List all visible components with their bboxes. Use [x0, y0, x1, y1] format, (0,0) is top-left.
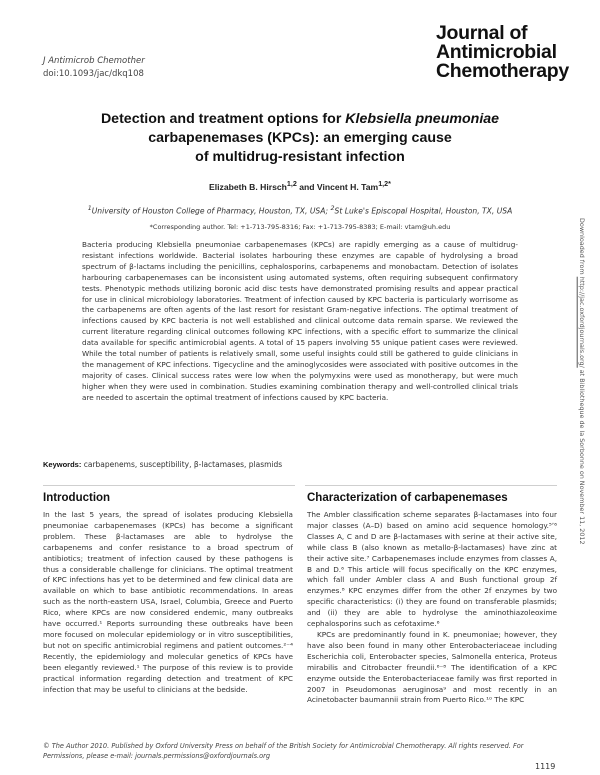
author-2-affil: 1,2* [378, 180, 391, 188]
author-2: Vincent H. Tam [316, 181, 379, 192]
divider-left [43, 485, 295, 486]
affil-2-marker: 2 [330, 205, 335, 212]
affil-2: St Luke's Episcopal Hospital, Houston, TX, USA [334, 206, 513, 216]
characterization-paragraph-1: The Ambler classification scheme separates β-lactamases into four major classes (A–D) based on amino acid sequence homology.⁵ʼ⁶ Classes A, C and D are β-lactamases with serine at their active site, while class B (also known as metallo-β-lactamases) have zinc at their active site.⁷ Carbapenemases include enzymes from classes A, B and D.⁶ This article will focus specifically on the KPC enzymes, which fall under Ambler class A and Bush functional group 2f enzymes.⁸ KPC enzymes differ from the other 2f enzymes by two specific characteristics: (i) they are found on transferable plasmids; and (ii) they are able to hydrolyse the aminothiazoleoxime cephalosporins such as cefotaxime.⁶ [307, 510, 557, 629]
title-part2: carbapenemases (KPCs): an emerging cause [148, 130, 452, 146]
journal-logo [436, 24, 569, 81]
download-suffix: at Bibliotheque de la Sorbonne on November 11, 2012 [578, 367, 586, 545]
keywords-label: Keywords: [43, 460, 82, 469]
divider-right [305, 485, 557, 486]
title-part3: of multidrug-resistant infection [195, 149, 405, 165]
running-header [43, 55, 145, 81]
affiliations [40, 205, 560, 216]
copyright-footnote: © The Author 2010. Published by Oxford University Press on behalf of the British Society for Antimicrobial Chemotherapy. All rights reserved. For Permissions, please e-mail: journals.permissions@oxfordjournals.org [43, 742, 524, 760]
title-italic: Klebsiella pneumoniae [345, 111, 500, 127]
affil-1: University of Houston College of Pharmacy, Houston, TX, USA; [91, 206, 331, 216]
correspondence: *Corresponding author. Tel: +1-713-795-8316; Fax: +1-713-795-8383; E-mail: vtam@uh.edu [149, 223, 451, 231]
doi: doi:10.1093/jac/dkq108 [43, 69, 144, 79]
abstract: Bacteria producing Klebsiella pneumoniae carbapenemases (KPCs) are rapidly emerging as a cause of multidrug-resistant infections worldwide. Bacterial isolates harbouring these enzymes are capable of hydrolysing a broad spectrum of β-lactams including the penicillins, cephalosporins, carbapenems and monobactam. Detection of isolates harbouring carbapenemases can be inconsistent using automated systems, often requiring subsequent confirmatory tests. Phenotypic methods utilizing boronic acid disc tests have demonstrated promising results and appear practical for use in clinical microbiology laboratories. Treatment of infection caused by KPC bacteria is particularly worrisome as the carbapenems are often agents of the last resort for resistant Gram-negative infections. The optimal treatment of infections caused by KPC bacteria is not well established and clinical outcome data remain sparse. We reviewed the current literature regarding clinical outcomes following KPC infections, with a specific effort to summarize the clinical data available for specific antimicrobial agents. A total of 15 papers involving 55 unique patient cases were reviewed. While the total number of patients is relatively small, some useful insights could still be gathered to guide clinicians in the management of KPC infections. Tigecycline and the aminoglycosides were associated with positive outcomes in the majority of cases. Clinical success rates were low when the polymyxins were used as monotherapy, but were much higher when they were used in combination. Studies examining combination therapy and well-controlled clinical trials are needed to ascertain the optimal treatment of infections caused by KPC bacteria. [82, 240, 518, 402]
keywords [43, 460, 543, 469]
article-title [40, 110, 560, 167]
author-1: Elizabeth B. Hirsch [209, 181, 287, 192]
authors [40, 180, 560, 192]
journal-logo-line1: Journal of [436, 22, 528, 44]
characterization-paragraph-2: KPCs are predominantly found in K. pneumoniae; however, they have also been found in many other Enterobacteriaceae including Escherichia coli, Enterobacter species, Salmonella enterica, Proteus mirabilis and Citrobacter freundii.⁶⁻⁸ The identification of a KPC enzyme outside the Enterobacteriaceae family was first reported in 2007 in Pseudomonas aeruginosa⁹ and most recently in an Acinetobacter baumannii strain from Puerto Rico.¹⁰ The KPC [307, 629, 557, 705]
page-number: 1119 [535, 762, 556, 771]
author-1-affil: 1,2 [286, 180, 297, 188]
journal-logo-line2: Antimicrobial [436, 41, 557, 63]
keywords-list: carbapenems, susceptibility, β-lactamases, plasmids [83, 460, 283, 469]
characterization-heading: Characterization of carbapenemases [307, 492, 508, 504]
journal-url-link[interactable]: http://jac.oxfordjournals.org/ [578, 276, 586, 368]
download-prefix: Downloaded from [578, 218, 586, 277]
introduction-body [43, 510, 293, 695]
affil-1-marker: 1 [87, 205, 92, 212]
introduction-heading: Introduction [43, 492, 111, 504]
journal-logo-line3: Chemotherapy [436, 60, 569, 82]
download-stamp [578, 218, 586, 545]
characterization-body [307, 510, 557, 706]
title-part1: Detection and treatment options for [100, 111, 346, 127]
author-and: and [296, 181, 317, 192]
introduction-paragraph: In the last 5 years, the spread of isolates producing Klebsiella pneumoniae carbapenemases (KPCs) has become a significant problem. These β-lactamases are able to hydrolyse the carbapenems and confer resistance to a broad spectrum of antibiotics; treatment of infection caused by these pathogens is thus a considerable challenge for clinicians. The optimal treatment of KPC infections has yet to be determined and few clinical data are available on which to base antibiotic recommendations. In areas such as the north-eastern USA, Israel, Columbia, Greece and Puerto Rico, where KPCs are now considered endemic, many outbreaks have occurred.¹ Reports surrounding these outbreaks have been more focused on molecular epidemiology or in vitro susceptibilities, but not on specific antimicrobial regimens and patient outcomes.²⁻⁴ Recently, the epidemiology and molecular genetics of KPCs have been elegantly reviewed.¹ The purpose of this review is to provide practical information regarding detection and treatment of KPC infection that may be useful to clinicians at the bedside. [43, 510, 293, 694]
journal-short-name: J Antimicrob Chemother [43, 56, 145, 66]
